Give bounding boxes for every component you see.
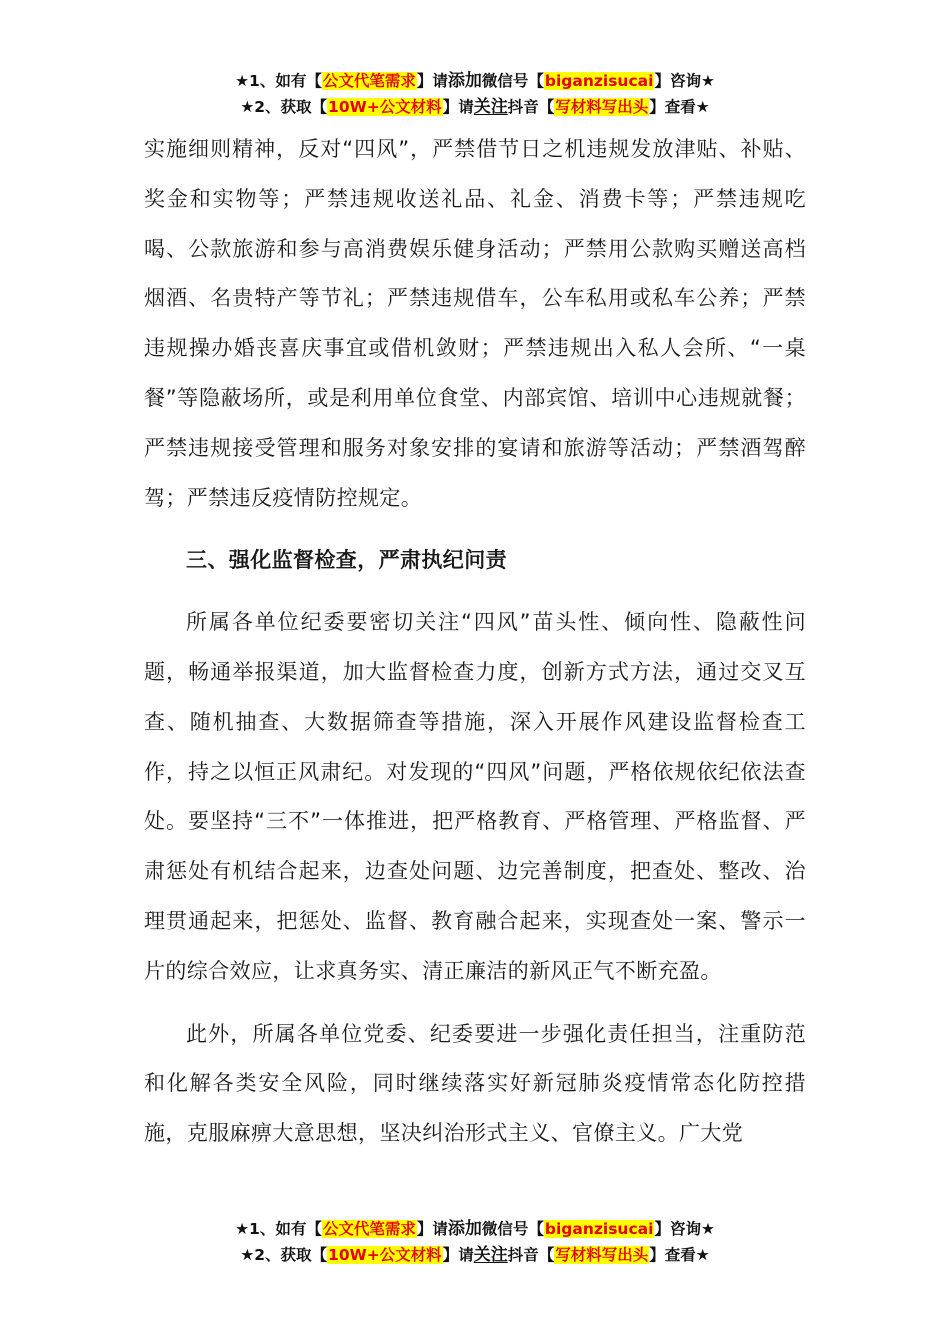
section-heading-3: 三、强化监督检查，严肃执纪问责 (186, 548, 507, 573)
highlight-wechat-id: biganzisucai (544, 1220, 654, 1238)
header-banner (0, 68, 950, 120)
paragraph-supervision: 所属各单位纪委要密切关注“四风”苗头性、倾向性、隐蔽性问题，畅通举报渠道，加大监督检查力度，创新方式方法，通过交叉互查、随机抽查、大数据筛查等措施，深入开展作风建设监督检查工作，持之以恒正风肃纪。对发现的“四风”问题，严格依规依纪依法查处。要坚持“三不”一体推进，把严格教育、严格管理、严格监督、严肃惩处有机结合起来，边查处问题、边完善制度，把查处、整改、治理贯通起来，把惩处、监督、教育融合起来，实现查处一案、警示一片的综合效应，让求真务实、清正廉洁的新风正气不断充盈。 (144, 610, 806, 983)
highlight-materials: 10W+公文材料 (328, 1246, 442, 1264)
highlight-wechat-id: biganzisucai (544, 72, 654, 90)
highlight-douyin-account: 写材料写出头 (555, 98, 649, 116)
banner-line-2: ★2、获取【10W+公文材料】请关注抖音【写材料写出头】查看★ (240, 1245, 710, 1265)
banner-line-2: ★2、获取【10W+公文材料】请关注抖音【写材料写出头】查看★ (240, 97, 710, 117)
highlight-service: 公文代笔需求 (322, 1220, 416, 1238)
banner-line-1: ★1、如有【公文代笔需求】请添加微信号【biganzisucai】咨询★ (235, 1219, 715, 1239)
paragraph-rules: 实施细则精神，反对“四风”，严禁借节日之机违规发放津贴、补贴、奖金和实物等；严禁违规收送礼品、礼金、消费卡等；严禁违规吃喝、公款旅游和参与高消费娱乐健身活动；严禁用公款购买赠送高档烟酒、名贵特产等节礼；严禁违规借车，公车私用或私车公养；严禁违规操办婚丧喜庆事宜或借机敛财；严禁违规出入私人会所、“一桌餐”等隐蔽场所，或是利用单位食堂、内部宾馆、培训中心违规就餐；严禁违规接受管理和服务对象安排的宴请和旅游等活动；严禁酒驾醉驾；严禁违反疫情防控规定。 (144, 137, 806, 510)
banner-line-1: ★1、如有【公文代笔需求】请添加微信号【biganzisucai】咨询★ (235, 71, 715, 91)
highlight-douyin-account: 写材料写出头 (555, 1246, 649, 1264)
document-body (144, 125, 806, 1159)
footer-banner (0, 1216, 950, 1268)
highlight-service: 公文代笔需求 (322, 72, 416, 90)
highlight-materials: 10W+公文材料 (328, 98, 442, 116)
paragraph-additional: 此外，所属各单位党委、纪委要进一步强化责任担当，注重防范和化解各类安全风险，同时继续落实好新冠肺炎疫情常态化防控措施，克服麻痹大意思想，坚决纠治形式主义、官僚主义。广大党 (144, 1021, 806, 1146)
